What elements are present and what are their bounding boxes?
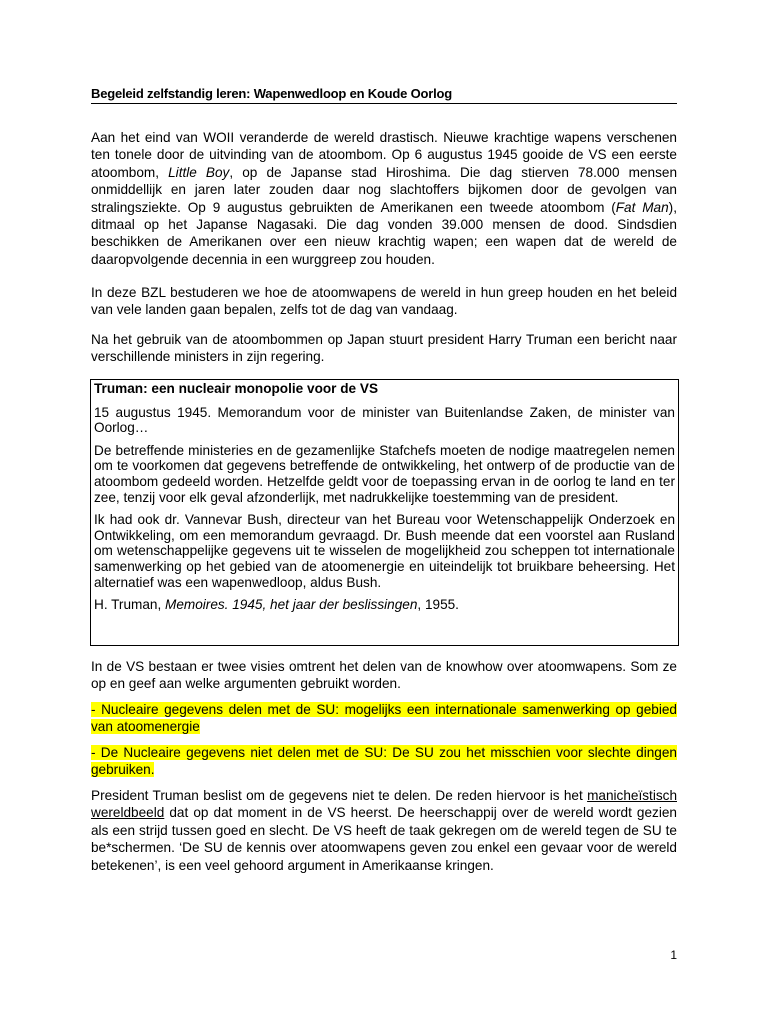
answer-share [91, 701, 677, 736]
intro-text-e: ), ditmaal op het Japanse Nagasaki. Die dag vonden 39.000 mensen de dood. Sindsdien beschikken de Amerikanen over een nieuw krachtig wapen; een wapen dat de wereld de daaropvolgende decennia in een wurggreep zou houden. [91, 199, 677, 267]
document-page [91, 0, 677, 1024]
little-boy-italic: Little Boy [168, 164, 230, 180]
source-citation [94, 597, 675, 613]
page-number: 1 [670, 948, 677, 962]
source-box-title: Truman: een nucleair monopolie voor de VS [94, 381, 379, 396]
bzl-paragraph: In deze BZL bestuderen we hoe de atoomwapens de wereld in hun greep houden en het beleid van vele landen gaan bepalen, zelfs tot de dag van vandaag. [91, 285, 677, 318]
memorandum-paragraph-1: De betreffende ministeries en de gezamenlijke Stafchefs moeten de nodige maatregelen nemen om te voorkomen dat gegevens betreffende de ontwikkeling, het ontwerp of de productie van de atoombom gedeeld worden. Hetzelfde geldt voor de toepassing ervan in de oorlog te land en ter zee, tenzij voor elk geval afzonderlijk, met nadrukkelijke toestemming van de president. [94, 442, 675, 505]
answer-not-share-highlight: - De Nucleaire gegevens niet delen met de SU: De SU zou het misschien voor slechte dingen gebruiken. [91, 745, 677, 778]
intro-text-c: , op de Japanse stad Hiroshima. Die dag stierven 78.000 mensen onmiddellijk en jaren later zouden daar nog slachtoffers bijkomen door de gevolgen van stralingsziekte. Op 9 augustus gebruikten de Amerikanen een tweede atoombom ( [91, 164, 678, 215]
memorandum-paragraph-2: Ik had ook dr. Vannevar Bush, directeur van het Bureau voor Wetenschappelijk Onderzoek en Ontwikkeling, om een memorandum gevraagd. Dr. Bush meende dat een voorstel aan Rusland om wetenschappelijke gegevens uit te wisselen de mogelijkheid zou scheppen tot internationale samenwerking op het gebied van de atoomenergie en uiteindelijk tot bruikbare beheersing. Het alternatief was een wapenwedloop, aldus Bush. [94, 512, 675, 590]
decision-text-c: dat op dat moment in de VS heerst. De heerschappij over de wereld wordt gezien als een strijd tussen goed en slecht. De VS heeft de taak gekregen om de wereld tegen de SU te be*schermen. ‘De SU de kennis over atoomwapens geven zou enkel een gevaar voor de wereld betekenen’, is een veel gehoord argument in Amerikaanse kringen. [91, 805, 677, 873]
citation-year: , 1955. [417, 597, 459, 613]
citation-title: Memoires. 1945, het jaar der beslissingen [165, 597, 418, 613]
source-box [90, 379, 679, 646]
fat-man-italic: Fat Man [615, 199, 669, 215]
decision-text-a: President Truman beslist om de gegevens niet te delen. De reden hiervoor is het [91, 788, 588, 803]
intro-text-a: Aan het eind van WOII veranderde de wereld drastisch. Nieuwe krachtige wapens verschenen ten tonele door de uitvinding van de atoombom. Op 6 augustus 1945 gooide de VS een eerste atoombom, [91, 130, 677, 180]
memorandum-date-line: 15 augustus 1945. Memorandum voor de minister van Buitenlandse Zaken, de minister van Oorlog… [94, 404, 675, 436]
truman-intro-paragraph: Na het gebruik van de atoombommen op Japan stuurt president Harry Truman een bericht naar verschillende ministers in zijn regering. [91, 332, 677, 365]
intro-paragraph [91, 129, 677, 268]
manicheism-term: manicheïstisch wereldbeeld [91, 788, 677, 821]
question-paragraph: In de VS bestaan er twee visies omtrent het delen van de knowhow over atoomwapens. Som ze op en geef aan welke argumenten gebruikt worden. [91, 659, 677, 692]
document-header: Begeleid zelfstandig leren: Wapenwedloop en Koude Oorlog [91, 85, 677, 104]
truman-decision-paragraph [91, 787, 677, 874]
answer-share-highlight: - Nucleaire gegevens delen met de SU: mogelijks een internationale samenwerking op gebied van atoomenergie [91, 702, 677, 735]
answer-not-share [91, 744, 677, 779]
citation-author: H. Truman, [94, 597, 166, 613]
